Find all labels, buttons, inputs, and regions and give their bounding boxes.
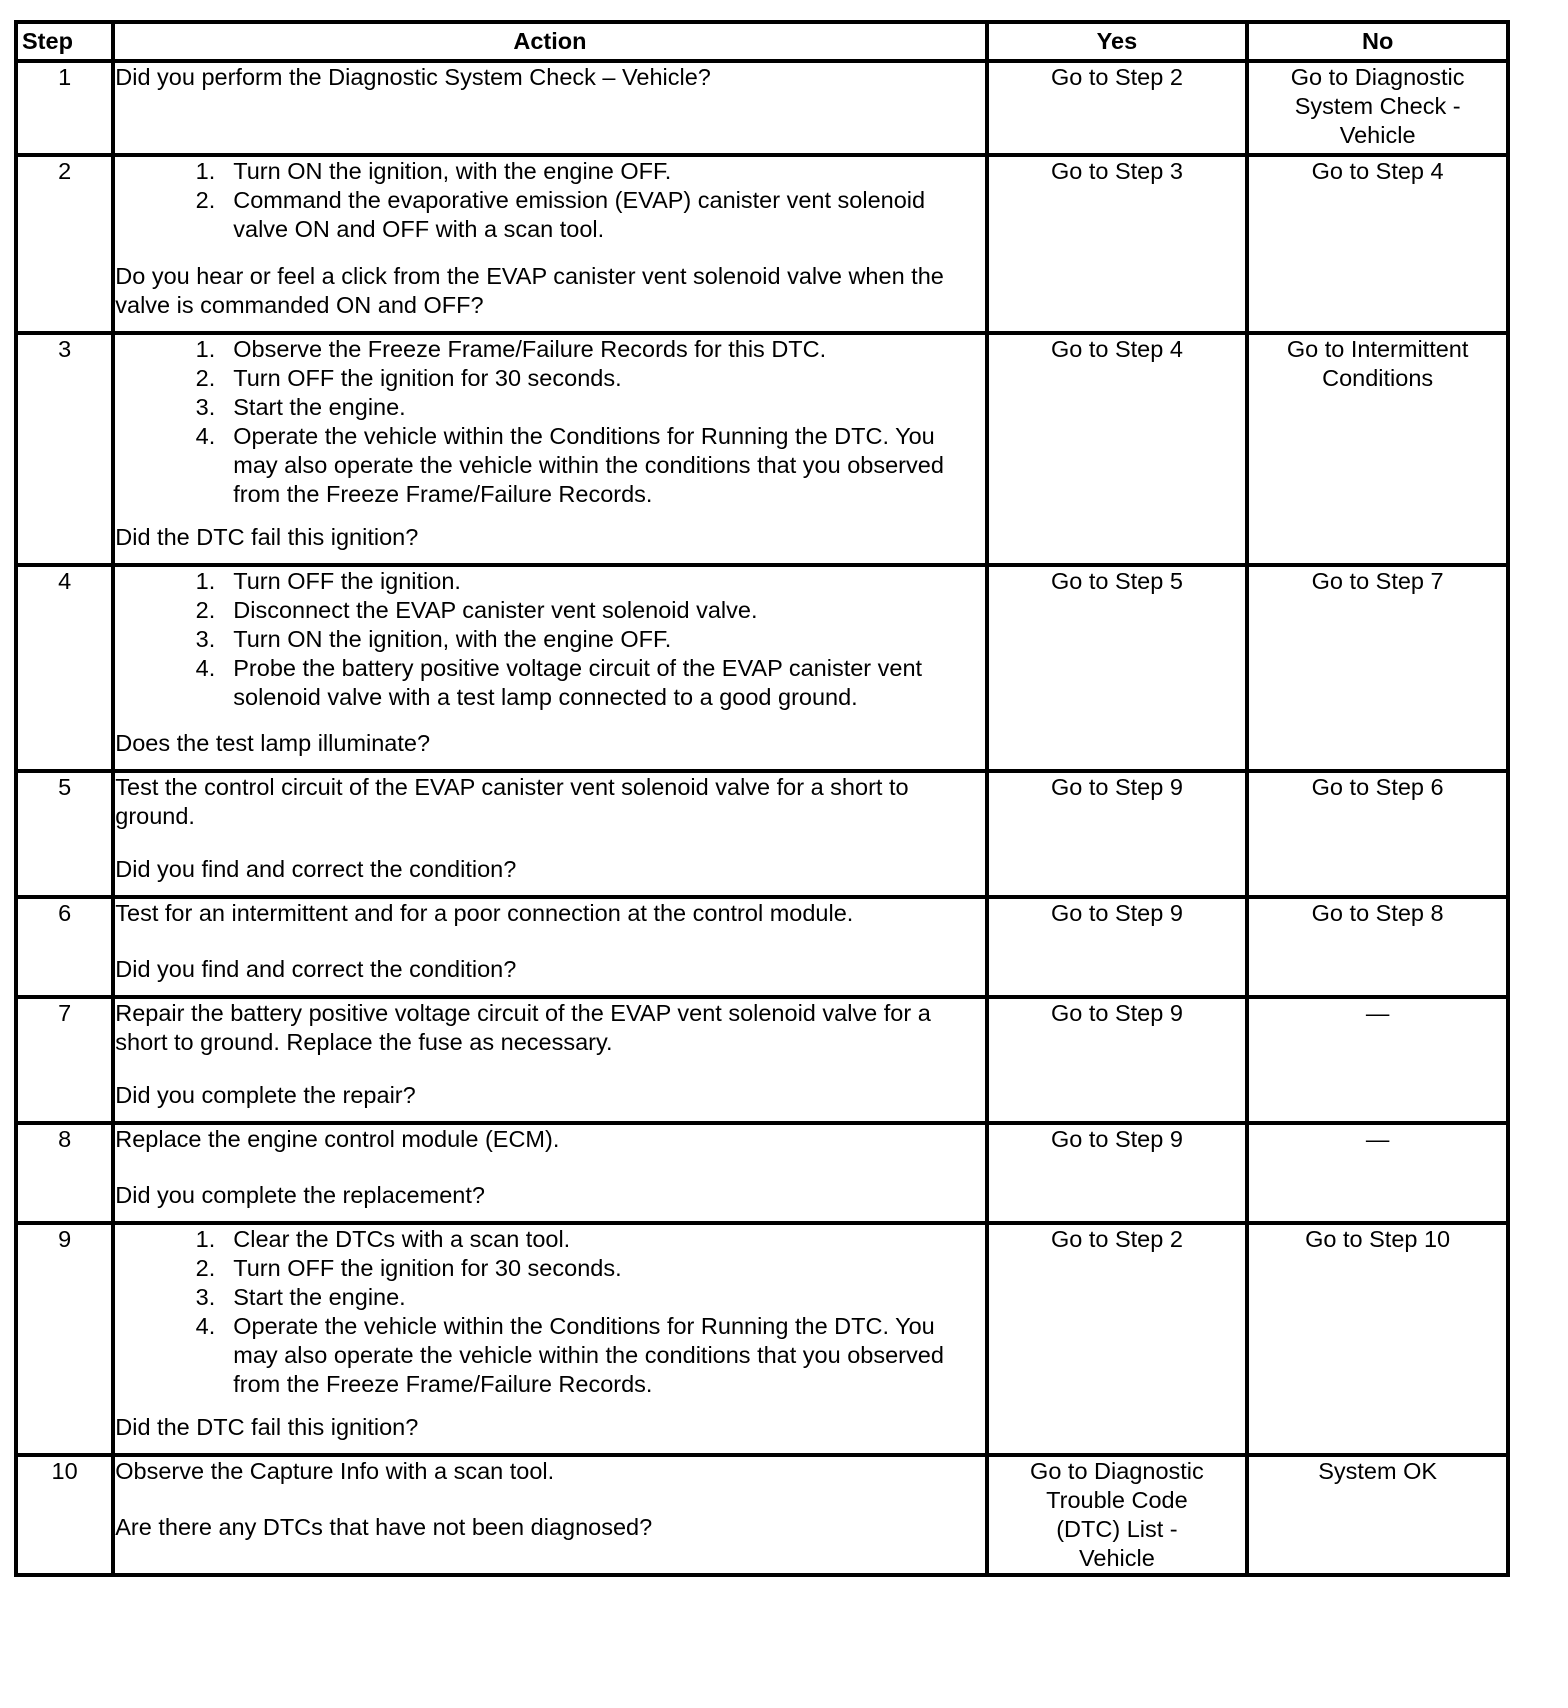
list-item-number: 1. bbox=[195, 1226, 216, 1252]
list-item-text: Command the evaporative emission (EVAP) canister vent solenoid valve ON and OFF with a scan tool. bbox=[233, 187, 926, 242]
table-row bbox=[16, 771, 1508, 897]
action-question: Did the DTC fail this ignition? bbox=[115, 1414, 419, 1440]
action-question: Are there any DTCs that have not been diagnosed? bbox=[115, 1514, 653, 1540]
action-text: Test the control circuit of the EVAP canister vent solenoid valve for a short to ground. bbox=[115, 774, 909, 829]
list-item-text: Operate the vehicle within the Conditions for Running the DTC. You may also operate the vehicle within the conditions that you observed from the Freeze Frame/Failure Records. bbox=[233, 1313, 944, 1397]
list-item-number: 3. bbox=[195, 394, 216, 420]
action-question: Did you find and correct the condition? bbox=[115, 856, 517, 882]
list-item-number: 1. bbox=[195, 336, 216, 362]
action-cell bbox=[113, 565, 986, 771]
table-row bbox=[16, 155, 1508, 333]
action-cell bbox=[113, 1455, 986, 1575]
action-steps-list bbox=[115, 567, 984, 712]
list-item-number: 1. bbox=[195, 158, 216, 184]
yes-result: Go to Step 5 bbox=[987, 565, 1248, 771]
no-result: — bbox=[1247, 997, 1508, 1123]
list-item-text: Turn OFF the ignition for 30 seconds. bbox=[233, 365, 622, 391]
table-row bbox=[16, 1455, 1508, 1575]
result-text: Go to Intermittent Conditions bbox=[1286, 336, 1469, 391]
list-item-text: Start the engine. bbox=[233, 1284, 406, 1310]
step-number: 10 bbox=[16, 1455, 113, 1575]
no-result bbox=[1247, 61, 1508, 155]
list-item-number: 2. bbox=[195, 187, 216, 213]
action-cell bbox=[113, 897, 986, 997]
list-item-text: Clear the DTCs with a scan tool. bbox=[233, 1226, 571, 1252]
action-cell bbox=[113, 1123, 986, 1223]
action-cell bbox=[113, 155, 986, 333]
action-question: Did the DTC fail this ignition? bbox=[115, 524, 419, 550]
step-number: 6 bbox=[16, 897, 113, 997]
yes-result: Go to Step 9 bbox=[987, 1123, 1248, 1223]
list-item-number: 2. bbox=[195, 365, 216, 391]
table-row bbox=[16, 333, 1508, 565]
action-cell bbox=[113, 997, 986, 1123]
table-row bbox=[16, 897, 1508, 997]
step-number: 2 bbox=[16, 155, 113, 333]
list-item-text: Turn ON the ignition, with the engine OFF. bbox=[233, 626, 672, 652]
list-item-number: 4. bbox=[195, 1313, 216, 1339]
list-item bbox=[115, 335, 984, 364]
action-question: Does the test lamp illuminate? bbox=[115, 730, 431, 756]
action-text: Replace the engine control module (ECM). bbox=[115, 1126, 560, 1152]
no-result: Go to Step 7 bbox=[1247, 565, 1508, 771]
header-action: Action bbox=[113, 22, 986, 61]
list-item-number: 4. bbox=[195, 423, 216, 449]
yes-result: Go to Step 4 bbox=[987, 333, 1248, 565]
yes-result: Go to Step 9 bbox=[987, 997, 1248, 1123]
list-item-number: 1. bbox=[195, 568, 216, 594]
list-item bbox=[115, 1225, 984, 1254]
step-number: 1 bbox=[16, 61, 113, 155]
list-item bbox=[115, 1254, 984, 1283]
no-result bbox=[1247, 333, 1508, 565]
action-cell bbox=[113, 1223, 986, 1455]
list-item bbox=[115, 1283, 984, 1312]
step-number: 4 bbox=[16, 565, 113, 771]
action-steps-list bbox=[115, 335, 984, 509]
list-item-text: Probe the battery positive voltage circuit of the EVAP canister vent solenoid valve with a test lamp connected to a good ground. bbox=[233, 655, 923, 710]
list-item bbox=[115, 157, 984, 186]
header-row bbox=[16, 22, 1508, 61]
action-question: Do you hear or feel a click from the EVAP canister vent solenoid valve when the valve is commanded ON and OFF? bbox=[115, 263, 944, 318]
table-row bbox=[16, 61, 1508, 155]
list-item bbox=[115, 596, 984, 625]
table-row bbox=[16, 997, 1508, 1123]
action-question: Did you complete the replacement? bbox=[115, 1182, 485, 1208]
step-number: 8 bbox=[16, 1123, 113, 1223]
list-item bbox=[115, 186, 984, 244]
table-row bbox=[16, 1123, 1508, 1223]
list-item bbox=[115, 567, 984, 596]
action-text: Did you perform the Diagnostic System Check – Vehicle? bbox=[115, 64, 711, 90]
list-item-text: Observe the Freeze Frame/Failure Records for this DTC. bbox=[233, 336, 827, 362]
yes-result bbox=[987, 1455, 1248, 1575]
result-text: Go to Diagnostic System Check - Vehicle bbox=[1290, 64, 1465, 148]
list-item bbox=[115, 654, 984, 712]
list-item-number: 2. bbox=[195, 597, 216, 623]
list-item-number: 3. bbox=[195, 1284, 216, 1310]
action-cell bbox=[113, 333, 986, 565]
no-result: — bbox=[1247, 1123, 1508, 1223]
list-item-text: Operate the vehicle within the Conditions for Running the DTC. You may also operate the vehicle within the conditions that you observed from the Freeze Frame/Failure Records. bbox=[233, 423, 944, 507]
action-text: Test for an intermittent and for a poor connection at the control module. bbox=[115, 900, 854, 926]
no-result: Go to Step 8 bbox=[1247, 897, 1508, 997]
table-row bbox=[16, 1223, 1508, 1455]
list-item-number: 3. bbox=[195, 626, 216, 652]
step-number: 3 bbox=[16, 333, 113, 565]
no-result: System OK bbox=[1247, 1455, 1508, 1575]
action-question: Did you complete the repair? bbox=[115, 1082, 416, 1108]
list-item bbox=[115, 364, 984, 393]
list-item-number: 4. bbox=[195, 655, 216, 681]
list-item bbox=[115, 1312, 984, 1399]
yes-result: Go to Step 2 bbox=[987, 1223, 1248, 1455]
list-item-text: Disconnect the EVAP canister vent solenoid valve. bbox=[233, 597, 758, 623]
yes-result: Go to Step 9 bbox=[987, 897, 1248, 997]
list-item-text: Start the engine. bbox=[233, 394, 406, 420]
yes-result: Go to Step 2 bbox=[987, 61, 1248, 155]
step-number: 5 bbox=[16, 771, 113, 897]
action-steps-list bbox=[115, 1225, 984, 1399]
yes-result: Go to Step 9 bbox=[987, 771, 1248, 897]
list-item-number: 2. bbox=[195, 1255, 216, 1281]
list-item-text: Turn OFF the ignition for 30 seconds. bbox=[233, 1255, 622, 1281]
action-question: Did you find and correct the condition? bbox=[115, 956, 517, 982]
header-yes: Yes bbox=[987, 22, 1248, 61]
diagnostic-table bbox=[14, 20, 1510, 1577]
list-item-text: Turn OFF the ignition. bbox=[233, 568, 461, 594]
action-text: Repair the battery positive voltage circuit of the EVAP vent solenoid valve for a short to ground. Replace the fuse as necessary. bbox=[115, 1000, 931, 1055]
list-item bbox=[115, 625, 984, 654]
action-steps-list bbox=[115, 157, 984, 244]
no-result: Go to Step 4 bbox=[1247, 155, 1508, 333]
list-item bbox=[115, 422, 984, 509]
no-result: Go to Step 10 bbox=[1247, 1223, 1508, 1455]
step-number: 7 bbox=[16, 997, 113, 1123]
list-item-text: Turn ON the ignition, with the engine OFF. bbox=[233, 158, 672, 184]
action-cell bbox=[113, 771, 986, 897]
header-step: Step bbox=[16, 22, 113, 61]
action-cell bbox=[113, 61, 986, 155]
step-number: 9 bbox=[16, 1223, 113, 1455]
result-text: Go to Diagnostic Trouble Code (DTC) List - Vehicle bbox=[1030, 1458, 1204, 1571]
yes-result: Go to Step 3 bbox=[987, 155, 1248, 333]
action-text: Observe the Capture Info with a scan tool. bbox=[115, 1458, 555, 1484]
no-result: Go to Step 6 bbox=[1247, 771, 1508, 897]
list-item bbox=[115, 393, 984, 422]
header-no: No bbox=[1247, 22, 1508, 61]
table-row bbox=[16, 565, 1508, 771]
